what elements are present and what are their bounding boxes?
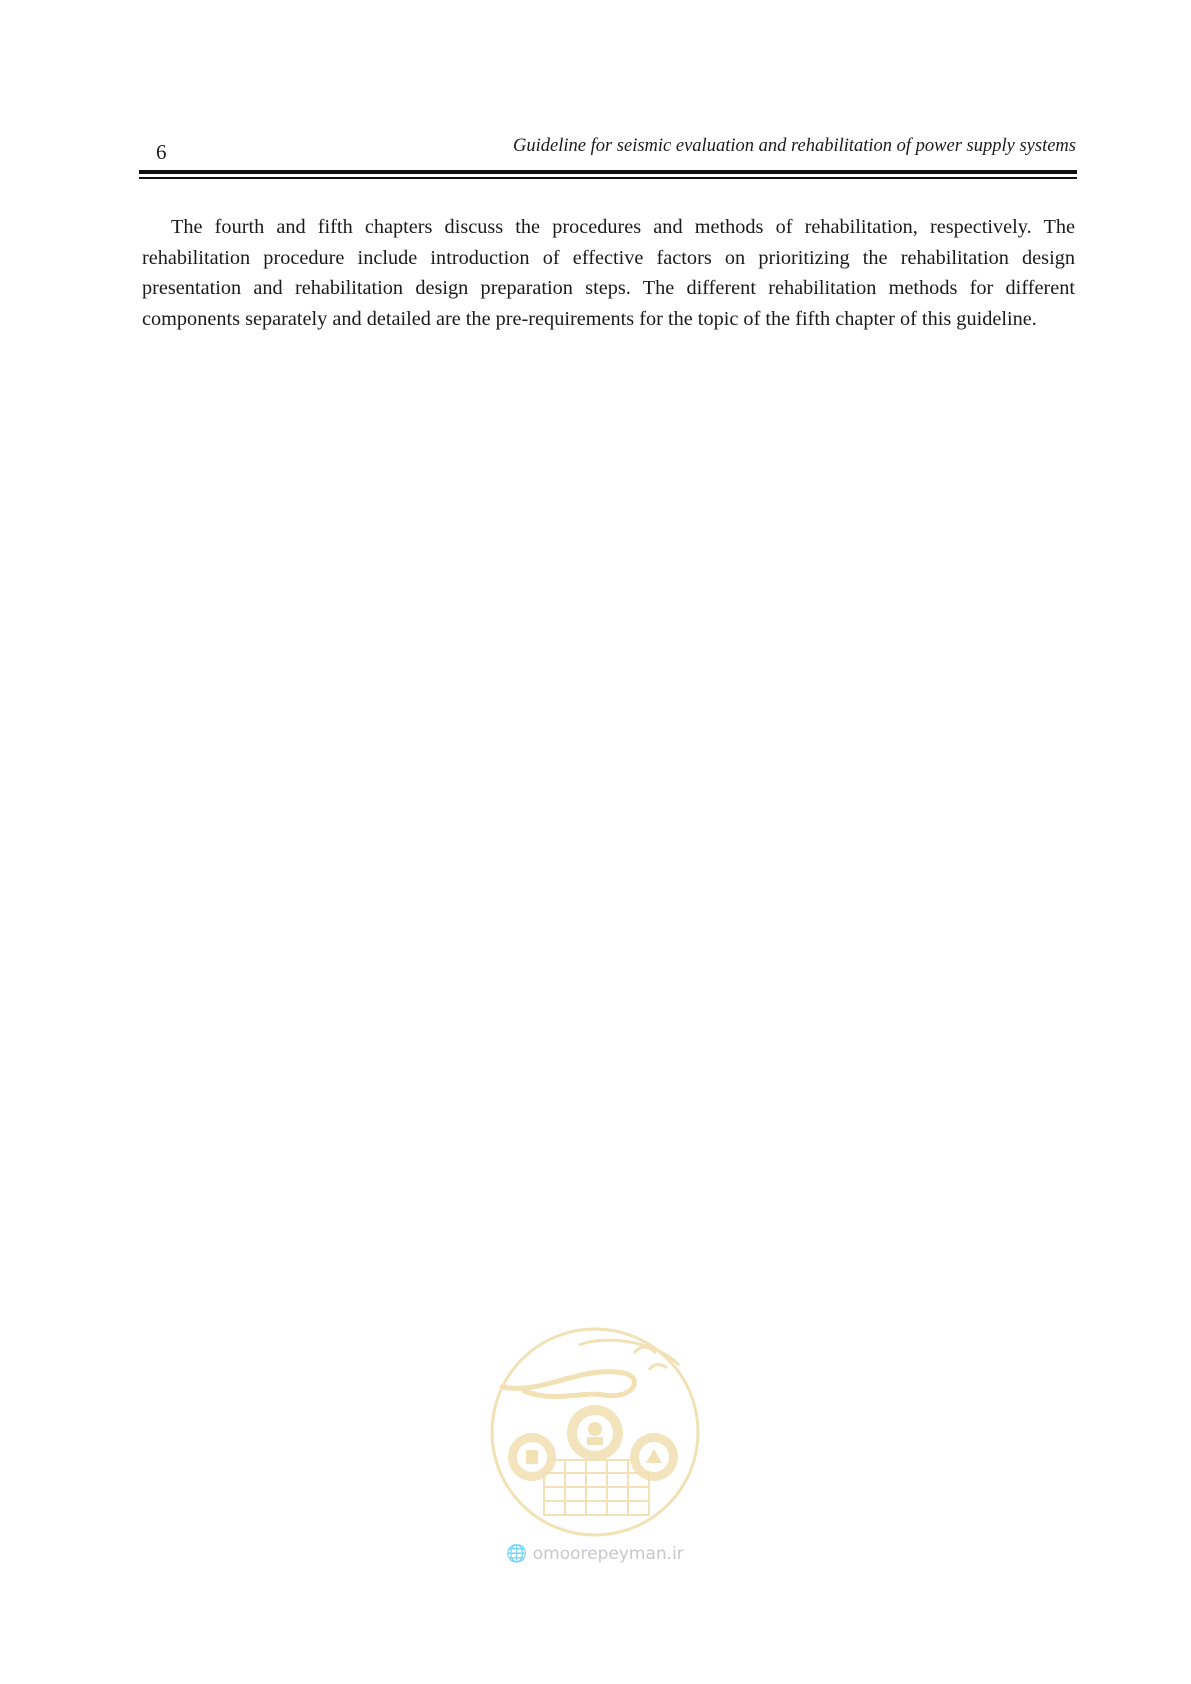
watermark-url-text: omoorepeyman.ir xyxy=(532,1544,684,1564)
body-paragraph: The fourth and fifth chapters discuss the procedures and methods of rehabilitation, respectively. The rehabilitation procedure include introduction of effective factors on prioritizing the rehabilitation design presentation and rehabilitation design preparation steps. The different rehabilitation methods for different components separately and detailed are the pre-requirements for the topic of the fifth chapter of this guideline. xyxy=(142,216,1075,330)
page-number: 6 xyxy=(156,140,167,164)
header-rule-thin xyxy=(139,177,1077,179)
running-header-title: Guideline for seismic evaluation and rehabilitation of power supply systems xyxy=(513,136,1076,156)
watermark-seal-icon xyxy=(484,1325,706,1540)
watermark-logo xyxy=(484,1325,706,1575)
globe-icon: 🌐 xyxy=(506,1544,528,1564)
header-rule-thick xyxy=(139,170,1077,174)
watermark-url xyxy=(484,1544,706,1564)
